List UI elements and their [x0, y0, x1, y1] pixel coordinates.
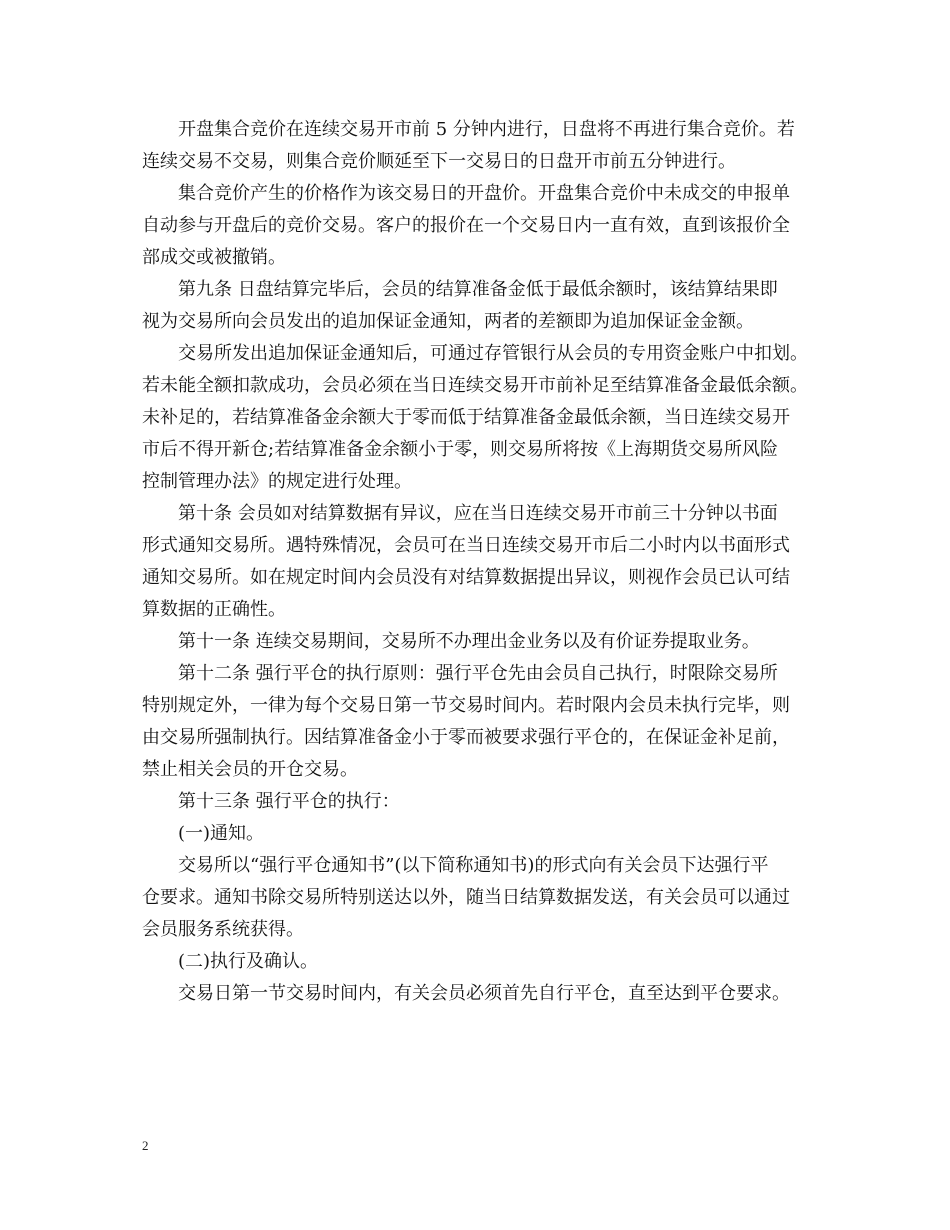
text-line: (二)执行及确认。 — [178, 951, 319, 972]
text-line: 自动参与开盘后的竞价交易。客户的报价在一个交易日内一直有效，直到该报价全 — [142, 215, 790, 236]
text-line: 通知交易所。如在规定时间内会员没有对结算数据提出异议，则视作会员已认可结 — [142, 567, 790, 588]
text-line: 未补足的，若结算准备金余额大于零而低于结算准备金最低余额，当日连续交易开 — [142, 407, 790, 428]
text-line: 若未能全额扣款成功，会员必须在当日连续交易开市前补足至结算准备金最低余额。 — [142, 375, 808, 396]
text-line: 形式通知交易所。遇特殊情况，会员可在当日连续交易开市后二小时内以书面形式 — [142, 535, 790, 556]
paragraph — [142, 818, 818, 850]
text-line: 第十二条 强行平仓的执行原则：强行平仓先由会员自己执行，时限除交易所 — [178, 663, 778, 684]
text-line: 特别规定外，一律为每个交易日第一节交易时间内。若时限内会员未执行完毕，则 — [142, 695, 790, 716]
text-line: 部成交或被撤销。 — [142, 247, 286, 268]
paragraph — [142, 178, 818, 274]
text-line: 交易所发出追加保证金通知后，可通过存管银行从会员的专用资金账户中扣划。 — [178, 343, 808, 364]
paragraph — [142, 786, 818, 818]
text-line: 第十一条 连续交易期间，交易所不办理出金业务以及有价证券提取业务。 — [178, 631, 760, 652]
paragraph — [142, 338, 818, 498]
text-line: (一)通知。 — [178, 823, 265, 844]
text-line: 禁止相关会员的开仓交易。 — [142, 759, 358, 780]
text-line: 连续交易不交易，则集合竞价顺延至下一交易日的日盘开市前五分钟进行。 — [142, 151, 736, 172]
text-line: 集合竞价产生的价格作为该交易日的开盘价。开盘集合竞价中未成交的申报单 — [178, 183, 790, 204]
paragraph — [142, 946, 818, 978]
paragraph — [142, 626, 818, 658]
text-line: 第十三条 强行平仓的执行： — [178, 791, 400, 812]
text-line: 市后不得开新仓;若结算准备金余额小于零，则交易所将按《上海期货交易所风险 — [142, 439, 779, 460]
text-line: 第十条 会员如对结算数据有异议，应在当日连续交易开市前三十分钟以书面 — [178, 503, 778, 524]
text-line: 交易所以“强行平仓通知书”(以下简称通知书)的形式向有关会员下达强行平 — [178, 855, 769, 876]
paragraph — [142, 978, 818, 1010]
text-line: 仓要求。通知书除交易所特别送达以外，随当日结算数据发送，有关会员可以通过 — [142, 887, 790, 908]
text-line: 由交易所强制执行。因结算准备金小于零而被要求强行平仓的，在保证金补足前， — [142, 727, 790, 748]
paragraph — [142, 114, 818, 178]
text-line: 会员服务系统获得。 — [142, 919, 304, 940]
paragraph — [142, 850, 818, 946]
paragraph — [142, 658, 818, 786]
text-line: 交易日第一节交易时间内，有关会员必须首先自行平仓，直至达到平仓要求。 — [178, 983, 790, 1004]
text-line: 视为交易所向会员发出的追加保证金通知，两者的差额即为追加保证金金额。 — [142, 311, 754, 332]
paragraph — [142, 498, 818, 626]
text-line: 第九条 日盘结算完毕后，会员的结算准备金低于最低余额时，该结算结果即 — [178, 279, 778, 300]
text-line: 算数据的正确性。 — [142, 599, 286, 620]
text-line: 开盘集合竞价在连续交易开市前 5 分钟内进行，日盘将不再进行集合竞价。若 — [178, 119, 795, 140]
text-line: 控制管理办法》的规定进行处理。 — [142, 471, 412, 492]
page-number: 2 — [142, 1138, 149, 1153]
document-body — [142, 114, 818, 1010]
paragraph — [142, 274, 818, 338]
